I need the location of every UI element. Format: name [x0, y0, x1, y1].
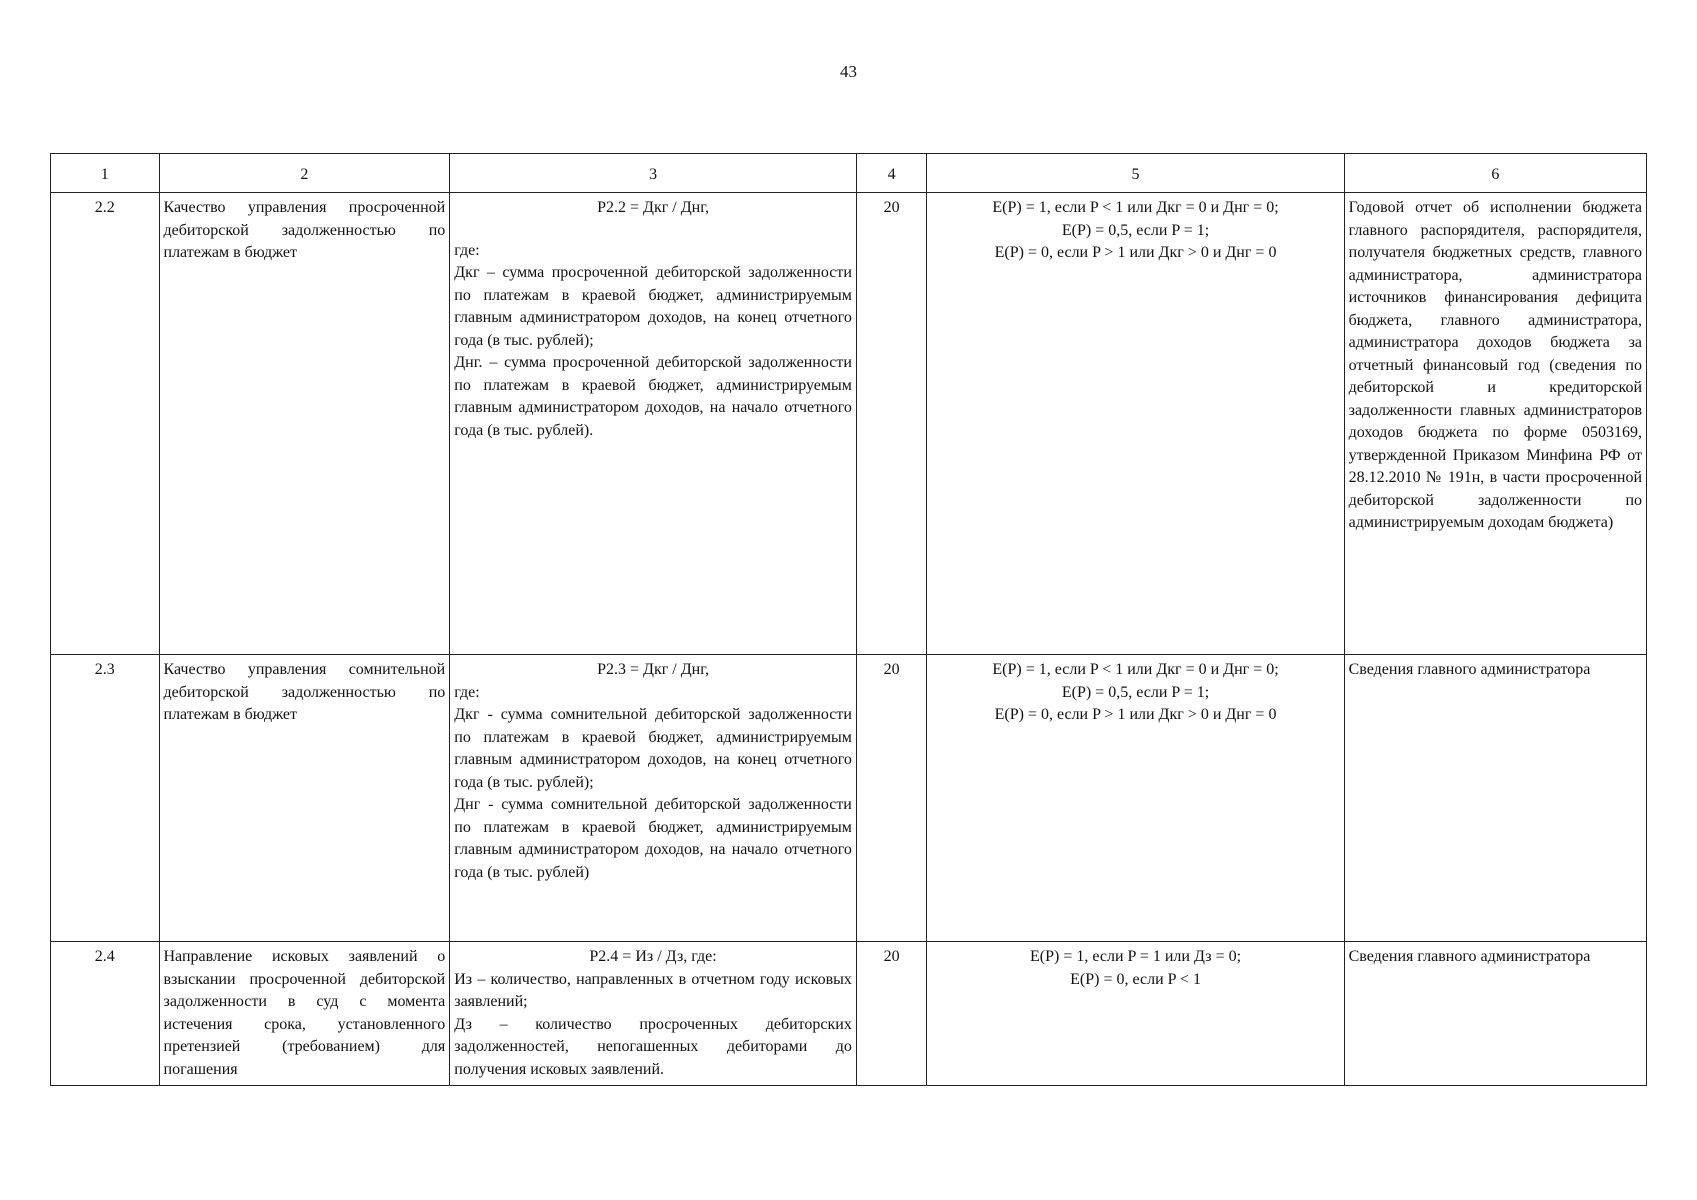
definition: Дкг - сумма сомнительной дебиторской задолженности по платежам в краевой бюджет, администрируемым главным администратором доходов, на конец отчетного года (в тыс. рублей); [454, 706, 852, 791]
evaluation-rule: E(P) = 1, если P = 1 или Дз = 0; [1030, 948, 1242, 965]
evaluation-cell [927, 942, 1344, 1086]
weight: 20 [856, 655, 927, 942]
column-header: 6 [1344, 154, 1646, 193]
evaluation-rule: E(P) = 0,5, если P = 1; [1061, 221, 1210, 239]
formula-cell [450, 655, 857, 942]
column-header: 4 [856, 154, 927, 193]
column-header: 2 [159, 154, 450, 193]
indicator-name: Направление исковых заявлений о взыскании просроченной дебиторской задолженности в суд с момента истечения срока, установленного претензией (требованием) для погашения [159, 942, 450, 1086]
formula-cell [450, 942, 857, 1086]
evaluation-rule: E(P) = 0, если P > 1 или Дкг > 0 и Днг = 0 [994, 244, 1277, 261]
formula: P2.3 = Дкг / Днг, [597, 661, 709, 678]
formula: P2.2 = Дкг / Днг, [597, 199, 709, 216]
evaluation-rule: E(P) = 0,5, если P = 1; [1061, 683, 1210, 701]
evaluation-rule: E(P) = 1, если P < 1 или Дкг = 0 и Днг = 0; [992, 661, 1279, 678]
data-source: Сведения главного администратора [1344, 942, 1646, 1086]
evaluation-rule: E(P) = 0, если P < 1 [1070, 970, 1201, 988]
row-number: 2.4 [51, 942, 160, 1086]
definition: Днг - сумма сомнительной дебиторской задолженности по платежам в краевой бюджет, администрируемым главным администратором доходов, на начало отчетного года (в тыс. рублей) [454, 796, 852, 881]
column-header: 5 [927, 154, 1344, 193]
formula: P2.4 = Из / Дз, где: [589, 948, 717, 965]
definition: Дкг – сумма просроченной дебиторской задолженности по платежам в краевой бюджет, администрируемым главным администратором доходов, на конец отчетного года (в тыс. рублей); [454, 264, 852, 349]
table-header-row [51, 154, 1647, 193]
indicator-name: Качество управления просроченной дебиторской задолженностью по платежам в бюджет [159, 193, 450, 655]
data-source: Годовой отчет об исполнении бюджета главного распорядителя, распорядителя, получателя бюджетных средств, главного администратора, администратора источников финансирования дефицита бюджета, главного администратора, администратора доходов бюджета за отчетный финансовый год (сведения по дебиторской и кредиторской задолженности главных администраторов доходов бюджета по форме 0503169, утвержденной Приказом Минфина РФ от 28.12.2010 № 191н, в части просроченной дебиторской задолженности по администрируемым доходам бюджета) [1344, 193, 1646, 655]
formula-cell [450, 193, 857, 655]
where-label: где: [454, 241, 480, 259]
indicators-table [50, 153, 1647, 1086]
weight: 20 [856, 193, 927, 655]
evaluation-rule: E(P) = 1, если P < 1 или Дкг = 0 и Днг = 0; [992, 199, 1279, 216]
where-label: где: [454, 683, 480, 701]
definition: Днг. – сумма просроченной дебиторской задолженности по платежам в краевой бюджет, администрируемым главным администратором доходов, на начало отчетного года (в тыс. рублей). [454, 354, 852, 439]
row-number: 2.3 [51, 655, 160, 942]
definition: Дз – количество просроченных дебиторских задолженностей, непогашенных дебиторами до получения исковых заявлений. [454, 1015, 852, 1078]
evaluation-cell [927, 193, 1344, 655]
table-row [51, 942, 1647, 1086]
data-source: Сведения главного администратора [1344, 655, 1646, 942]
indicator-name: Качество управления сомнительной дебиторской задолженностью по платежам в бюджет [159, 655, 450, 942]
definition: Из – количество, направленных в отчетном году исковых заявлений; [454, 970, 852, 1010]
evaluation-cell [927, 655, 1344, 942]
column-header: 3 [450, 154, 857, 193]
page-number: 43 [840, 62, 857, 81]
evaluation-rule: E(P) = 0, если P > 1 или Дкг > 0 и Днг = 0 [994, 706, 1277, 723]
column-header: 1 [51, 154, 160, 193]
weight: 20 [856, 942, 927, 1086]
row-number: 2.2 [51, 193, 160, 655]
table-row [51, 193, 1647, 655]
table-row [51, 655, 1647, 942]
